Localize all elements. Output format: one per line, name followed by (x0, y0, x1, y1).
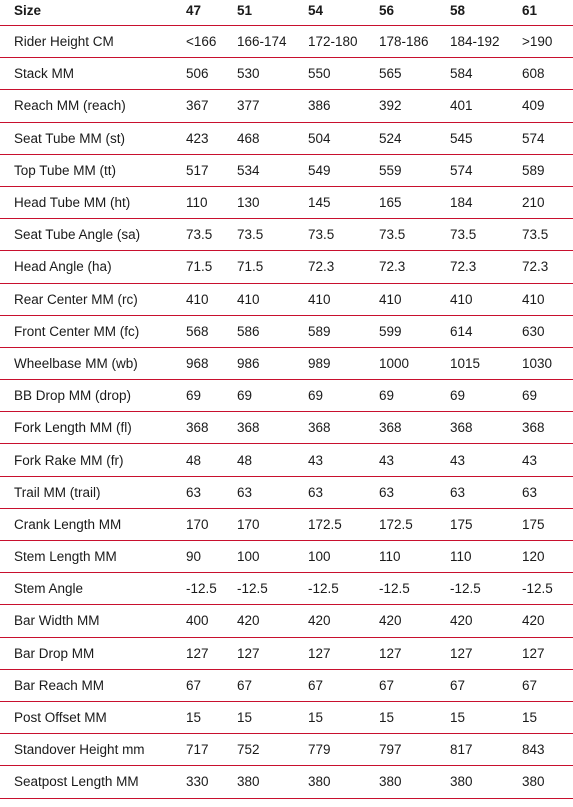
column-header-47: 47 (186, 3, 202, 18)
table-row (0, 58, 573, 90)
table-cell: 73.5 (522, 227, 549, 243)
table-cell: 166-174 (237, 34, 287, 50)
table-cell: 524 (379, 130, 402, 146)
table-cell: 67 (522, 677, 538, 693)
table-cell: 127 (450, 645, 473, 661)
table-cell: 43 (308, 452, 324, 468)
row-label: BB Drop MM (drop) (14, 388, 132, 404)
table-row (0, 734, 573, 766)
table-cell: 986 (237, 355, 260, 371)
row-label: Bar Reach MM (14, 677, 105, 693)
column-header-56: 56 (379, 3, 395, 18)
table-cell: 71.5 (186, 259, 213, 275)
table-cell: 48 (186, 452, 202, 468)
table-cell: 386 (308, 98, 331, 114)
table-cell: 145 (308, 195, 331, 211)
table-cell: 110 (186, 195, 208, 211)
table-cell: 367 (186, 98, 209, 114)
table-cell: 67 (186, 677, 202, 693)
table-cell: 380 (522, 774, 545, 790)
table-cell: 608 (522, 66, 545, 82)
table-cell: 574 (450, 162, 473, 178)
table-row (0, 444, 573, 476)
table-cell: 989 (308, 355, 331, 371)
table-cell: 15 (450, 710, 466, 726)
table-row (0, 670, 573, 702)
table-cell: 410 (308, 291, 331, 307)
table-row (0, 187, 573, 219)
table-row (0, 90, 573, 122)
table-cell: 15 (522, 710, 538, 726)
row-label: Head Tube MM (ht) (14, 195, 131, 211)
row-label: Reach MM (reach) (14, 98, 126, 114)
table-cell: -12.5 (522, 581, 553, 597)
row-label: Rear Center MM (rc) (14, 291, 138, 307)
column-header-51: 51 (237, 3, 253, 18)
column-header-size: Size (14, 3, 42, 18)
row-label: Trail MM (trail) (14, 484, 101, 500)
table-cell: 377 (237, 98, 260, 114)
table-row (0, 155, 573, 187)
table-row (0, 348, 573, 380)
row-label: Stack MM (14, 66, 75, 82)
table-cell: 73.5 (186, 227, 213, 243)
row-label: Rider Height CM (14, 34, 114, 50)
table-cell: 574 (522, 130, 545, 146)
table-cell: 410 (237, 291, 260, 307)
table-cell: -12.5 (379, 581, 410, 597)
row-label: Crank Length MM (14, 516, 122, 532)
table-cell: 410 (186, 291, 209, 307)
row-label: Stem Angle (14, 581, 84, 597)
table-row (0, 380, 573, 412)
column-header-61: 61 (522, 3, 538, 18)
table-cell: 110 (379, 549, 401, 565)
table-cell: 63 (522, 484, 538, 500)
table-cell: 614 (450, 323, 473, 339)
table-cell: 504 (308, 130, 331, 146)
row-label: Bar Width MM (14, 613, 100, 629)
table-cell: 170 (237, 516, 260, 532)
table-cell: 110 (450, 549, 472, 565)
table-cell: 420 (379, 613, 402, 629)
table-cell: >190 (522, 34, 553, 50)
table-cell: 67 (379, 677, 395, 693)
table-cell: -12.5 (308, 581, 339, 597)
table-row (0, 219, 573, 251)
table-cell: 69 (450, 388, 466, 404)
table-cell: 380 (450, 774, 473, 790)
table-cell: 43 (450, 452, 466, 468)
table-cell: 1000 (379, 355, 410, 371)
table-cell: 599 (379, 323, 402, 339)
row-label: Seat Tube Angle (sa) (14, 227, 141, 243)
table-cell: 380 (237, 774, 260, 790)
table-cell: 72.3 (450, 259, 477, 275)
table-cell: 15 (379, 710, 395, 726)
table-cell: 72.3 (308, 259, 335, 275)
table-cell: 797 (379, 742, 402, 758)
table-row (0, 766, 573, 798)
table-cell: 420 (308, 613, 331, 629)
table-row (0, 541, 573, 573)
table-cell: 73.5 (237, 227, 264, 243)
table-cell: 380 (379, 774, 402, 790)
table-cell: 69 (308, 388, 324, 404)
table-cell: 410 (450, 291, 473, 307)
table-cell: 184 (450, 195, 473, 211)
table-cell: 67 (450, 677, 466, 693)
table-cell: 530 (237, 66, 260, 82)
table-cell: 568 (186, 323, 209, 339)
table-cell: 752 (237, 742, 260, 758)
table-cell: 43 (522, 452, 538, 468)
table-cell: 69 (237, 388, 253, 404)
table-cell: 15 (186, 710, 202, 726)
table-cell: 165 (379, 195, 402, 211)
table-cell: 127 (237, 645, 260, 661)
row-label: Bar Drop MM (14, 645, 95, 661)
table-cell: 127 (186, 645, 209, 661)
table-cell: 175 (522, 516, 545, 532)
table-cell: 72.3 (522, 259, 549, 275)
table-cell: 717 (186, 742, 209, 758)
table-cell: -12.5 (450, 581, 481, 597)
row-label: Seatpost Length MM (14, 774, 139, 790)
row-label: Post Offset MM (14, 710, 107, 726)
table-cell: 69 (522, 388, 538, 404)
row-label: Fork Length MM (fl) (14, 420, 132, 436)
table-cell: 15 (237, 710, 253, 726)
table-cell: 368 (308, 420, 331, 436)
table-cell: 506 (186, 66, 209, 82)
column-header-54: 54 (308, 3, 324, 18)
row-label: Top Tube MM (tt) (14, 162, 117, 178)
table-cell: 368 (186, 420, 209, 436)
row-label: Front Center MM (fc) (14, 323, 140, 339)
table-cell: 172.5 (308, 516, 342, 532)
table-cell: 968 (186, 355, 209, 371)
table-cell: 423 (186, 130, 209, 146)
table-row (0, 284, 573, 316)
table-row (0, 638, 573, 670)
table-row (0, 477, 573, 509)
table-cell: 48 (237, 452, 253, 468)
table-cell: 779 (308, 742, 331, 758)
column-header-58: 58 (450, 3, 466, 18)
table-cell: 172-180 (308, 34, 358, 50)
table-cell: 517 (186, 162, 209, 178)
table-cell: 410 (522, 291, 545, 307)
table-cell: 817 (450, 742, 473, 758)
table-cell: 589 (522, 162, 545, 178)
table-cell: 71.5 (237, 259, 264, 275)
table-cell: 172.5 (379, 516, 413, 532)
row-label: Head Angle (ha) (14, 259, 112, 275)
table-cell: 72.3 (379, 259, 406, 275)
table-cell: 127 (522, 645, 545, 661)
table-cell: 69 (186, 388, 202, 404)
table-header-row (0, 0, 573, 26)
table-cell: 73.5 (379, 227, 406, 243)
table-cell: 410 (379, 291, 402, 307)
table-cell: 630 (522, 323, 545, 339)
table-cell: -12.5 (186, 581, 217, 597)
table-row (0, 702, 573, 734)
table-cell: 368 (522, 420, 545, 436)
table-cell: 565 (379, 66, 402, 82)
table-cell: 400 (186, 613, 209, 629)
table-cell: 170 (186, 516, 209, 532)
table-cell: 368 (379, 420, 402, 436)
table-cell: 589 (308, 323, 331, 339)
table-cell: 409 (522, 98, 545, 114)
table-cell: 100 (308, 549, 331, 565)
table-cell: 100 (237, 549, 260, 565)
table-row (0, 123, 573, 155)
table-cell: 420 (522, 613, 545, 629)
table-cell: 368 (237, 420, 260, 436)
table-cell: 549 (308, 162, 331, 178)
table-cell: 127 (308, 645, 331, 661)
table-cell: 584 (450, 66, 473, 82)
table-row (0, 251, 573, 283)
table-cell: -12.5 (237, 581, 268, 597)
table-cell: 90 (186, 549, 202, 565)
row-label: Wheelbase MM (wb) (14, 355, 138, 371)
table-cell: 468 (237, 130, 260, 146)
table-cell: 43 (379, 452, 395, 468)
table-row (0, 573, 573, 605)
table-cell: 1015 (450, 355, 481, 371)
table-row (0, 605, 573, 637)
row-label: Standover Height mm (14, 742, 145, 758)
table-cell: 69 (379, 388, 395, 404)
table-row (0, 412, 573, 444)
table-row (0, 26, 573, 58)
table-cell: 210 (522, 195, 545, 211)
row-label: Fork Rake MM (fr) (14, 452, 124, 468)
table-cell: 330 (186, 774, 209, 790)
table-cell: <166 (186, 34, 217, 50)
table-cell: 586 (237, 323, 260, 339)
table-cell: 63 (379, 484, 395, 500)
table-cell: 67 (237, 677, 253, 693)
table-cell: 67 (308, 677, 324, 693)
table-cell: 184-192 (450, 34, 500, 50)
row-label: Seat Tube MM (st) (14, 130, 126, 146)
table-cell: 420 (237, 613, 260, 629)
table-cell: 73.5 (308, 227, 335, 243)
table-cell: 130 (237, 195, 260, 211)
table-cell: 380 (308, 774, 331, 790)
table-cell: 1030 (522, 355, 553, 371)
table-row (0, 509, 573, 541)
table-cell: 392 (379, 98, 402, 114)
table-cell: 545 (450, 130, 473, 146)
table-cell: 63 (450, 484, 466, 500)
table-cell: 15 (308, 710, 324, 726)
table-cell: 73.5 (450, 227, 477, 243)
table-cell: 63 (237, 484, 253, 500)
table-cell: 550 (308, 66, 331, 82)
table-cell: 534 (237, 162, 260, 178)
table-body (0, 26, 573, 799)
table-cell: 120 (522, 549, 545, 565)
row-label: Stem Length MM (14, 549, 117, 565)
table-cell: 127 (379, 645, 402, 661)
table-cell: 843 (522, 742, 545, 758)
table-cell: 63 (186, 484, 202, 500)
table-cell: 178-186 (379, 34, 429, 50)
table-cell: 559 (379, 162, 402, 178)
table-cell: 401 (450, 98, 473, 114)
table-row (0, 316, 573, 348)
table-cell: 175 (450, 516, 473, 532)
table-cell: 420 (450, 613, 473, 629)
table-cell: 368 (450, 420, 473, 436)
table-cell: 63 (308, 484, 324, 500)
